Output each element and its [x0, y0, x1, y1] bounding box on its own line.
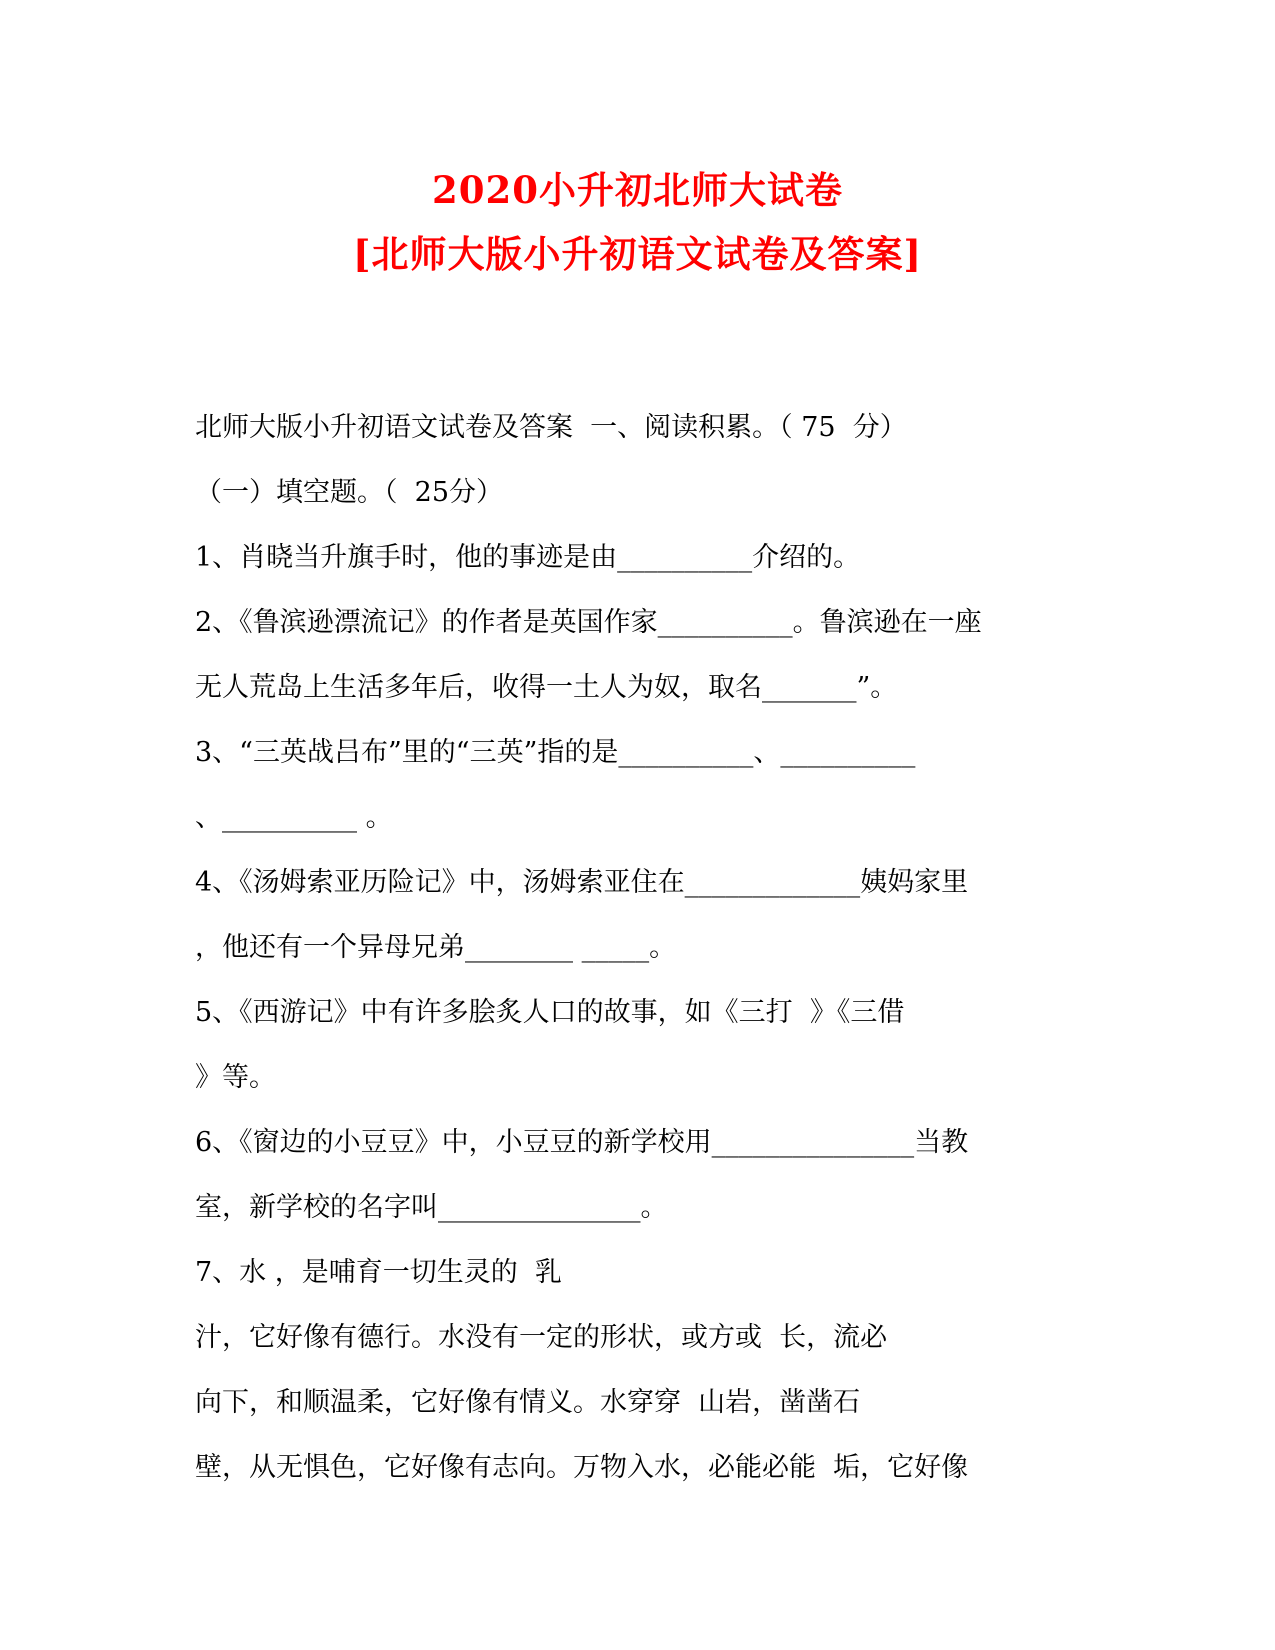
- body-line: 、__________ 。: [195, 802, 393, 833]
- body-line: 1、肖晓当升旗手时，他的事迹是由__________介绍的。: [195, 542, 861, 573]
- body-line-heading: 北师大版小升初语文试卷及答案 一、阅读积累。（ 75 分）: [195, 412, 907, 443]
- body-line: 向下，和顺温柔，它好像有情义。水穿穿 山岩，凿凿石: [195, 1387, 861, 1418]
- body-line: 6、《窗边的小豆豆》中，小豆豆的新学校用_______________当教: [195, 1127, 969, 1158]
- body-line-section: （一）填空题。（ 25分）: [195, 477, 504, 508]
- document-title: [0, 158, 1275, 286]
- body-line: 3、“三英战吕布”里的“三英”指的是__________、__________: [195, 737, 916, 768]
- body-line: 汁，它好像有德行。水没有一定的形状，或方或 长，流必: [195, 1322, 888, 1353]
- body-line: 》等。: [195, 1062, 276, 1093]
- body-line: 无人荒岛上生活多年后，收得一土人为奴，取名_______”。: [195, 672, 898, 703]
- body-line: 壁，从无惧色，它好像有志向。万物入水，必能必能 垢，它好像: [195, 1452, 969, 1483]
- body-line: 2、《鲁滨逊漂流记》的作者是英国作家__________。鲁滨逊在一座: [195, 607, 982, 638]
- body-line: 室，新学校的名字叫_______________。: [195, 1192, 668, 1223]
- body-line: 7、水 ，是哺育一切生灵的 乳: [195, 1257, 562, 1288]
- title-line-2: [北师大版小升初语文试卷及答案]: [352, 232, 922, 276]
- body-line: 5、《西游记》中有许多脍炙人口的故事，如《三打 》《三借: [195, 997, 905, 1028]
- document-body: [195, 408, 1095, 1513]
- body-line: ，他还有一个异母兄弟________ _____。: [195, 932, 677, 963]
- body-line: 4、《汤姆索亚历险记》中，汤姆索亚住在_____________姨妈家里: [195, 867, 969, 898]
- title-line-1: 2020小升初北师大试卷: [432, 168, 843, 212]
